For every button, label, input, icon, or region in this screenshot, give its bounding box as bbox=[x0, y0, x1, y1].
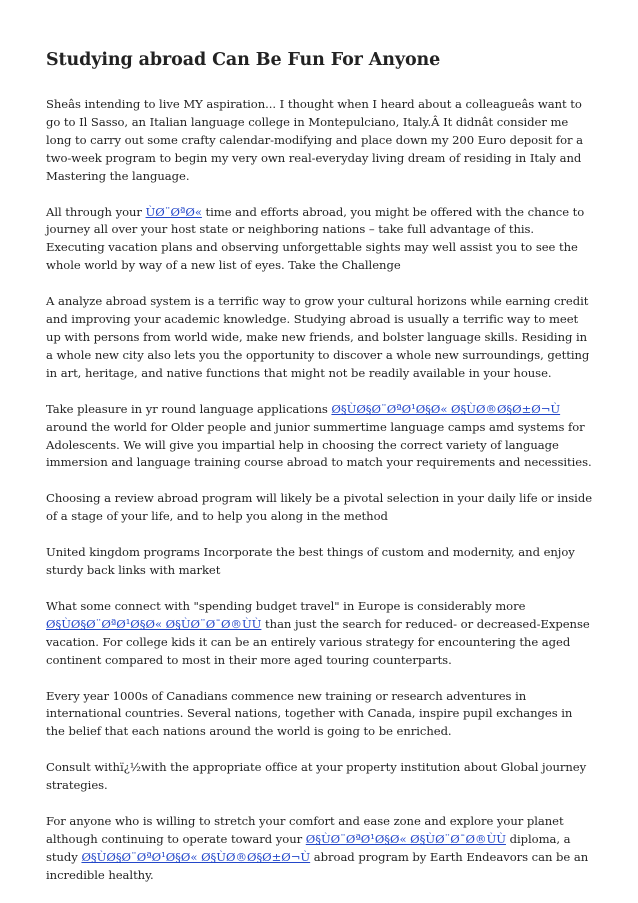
article-body bbox=[46, 96, 594, 885]
paragraph-text: than just the search for reduced- or decreased-Expense vacation. For college kids it can be an entirely various strategy for encountering the aged continent compared to most in their more aged touring counterparts. bbox=[46, 616, 590, 667]
paragraph-text: Consult withï¿½with the appropriate office at your property institution about Global journey strategies. bbox=[46, 760, 587, 793]
paragraph-text: diploma, a study bbox=[46, 832, 571, 864]
paragraph bbox=[46, 598, 594, 670]
paragraph-text: All through your bbox=[46, 204, 146, 219]
paragraph-text: abroad program by Earth Endeavors can be an incredible healthy. bbox=[46, 849, 589, 882]
paragraph bbox=[46, 688, 594, 742]
paragraph-text: Every year 1000s of Canadians commence new training or research adventures in international countries. Several nations, together with Canada, inspire pupil exchanges in the belief that each nations around the world is going to be enriched. bbox=[46, 688, 573, 739]
paragraph-text: For anyone who is willing to stretch your comfort and ease zone and explore your planet although continuing to operate toward your bbox=[46, 814, 564, 846]
paragraph-text: What some connect with "spending budget travel" in Europe is considerably more bbox=[46, 598, 526, 613]
inline-link[interactable]: Ø§ÙØ§Ø¨ØªØ¹Ø§Ø« Ø§ÙØ¨Ø¯Ø®ÙÙ bbox=[46, 616, 262, 631]
inline-link[interactable]: Ø§ÙØ¨ØªØ¹Ø§Ø« Ø§ÙØ¨Ø¯Ø®ÙÙ bbox=[305, 832, 506, 846]
paragraph bbox=[46, 401, 594, 473]
inline-link[interactable]: Ø§ÙØ§Ø¨ØªØ¹Ø§Ø« Ø§ÙØ®Ø§Ø±Ø¬Ù bbox=[81, 849, 311, 864]
paragraph bbox=[46, 96, 594, 186]
inline-link[interactable]: ÙØ¨ØªØ« bbox=[145, 204, 202, 219]
paragraph-text: United kingdom programs Incorporate the best things of custom and modernity, and enjoy sturdy back links with market bbox=[46, 545, 575, 578]
paragraph-text: Sheâs intending to live MY aspiration... I thought when I heard about a colleagueâs want to go to Il Sasso, an Italian language college in Montepulciano, Italy.Â It didnât consider me long to carry out some crafty calendar-modifying and place down my 200 Euro deposit for a two-week program to begin my very own real-everyday living dream of residing in Italy and Mastering the language. bbox=[46, 97, 584, 183]
paragraph bbox=[46, 759, 594, 795]
inline-link[interactable]: Ø§ÙØ§Ø¨ØªØ¹Ø§Ø« Ø§ÙØ®Ø§Ø±Ø¬Ù bbox=[331, 401, 561, 416]
document-page bbox=[46, 48, 594, 903]
paragraph bbox=[46, 813, 594, 885]
paragraph-text: A analyze abroad system is a terrific way to grow your cultural horizons while earning credit and improving your academic knowledge. Studying abroad is usually a terrific way to meet up with persons from world wide, make new friends, and bolster language skills. Residing in a whole new city also lets you the opportunity to discover a whole new surroundings, getting in art, heritage, and native functions that might not be readily available in your house. bbox=[46, 294, 590, 380]
paragraph bbox=[46, 204, 594, 276]
paragraph bbox=[46, 293, 594, 383]
paragraph-text: Take pleasure in yr round language applications bbox=[46, 401, 332, 416]
paragraph-text: around the world for Older people and junior summertime language camps amd systems for Adolescents. We will give you impartial help in choosing the correct variety of language immersion and language training course abroad to match your requirements and necessities. bbox=[46, 419, 592, 470]
paragraph bbox=[46, 490, 594, 526]
page-title: Studying abroad Can Be Fun For Anyone bbox=[46, 50, 441, 70]
paragraph-text: Choosing a review abroad program will likely be a pivotal selection in your daily life or inside of a stage of your life, and to help you along in the method bbox=[46, 491, 593, 524]
paragraph-text: time and efforts abroad, you might be offered with the chance to journey all over your host state or neighboring nations – take full advantage of this. Executing vacation plans and observing unforgettable sights may well assist you to see the whole world by way of a new list of eyes. Take the Challenge bbox=[46, 204, 585, 273]
paragraph bbox=[46, 544, 594, 580]
